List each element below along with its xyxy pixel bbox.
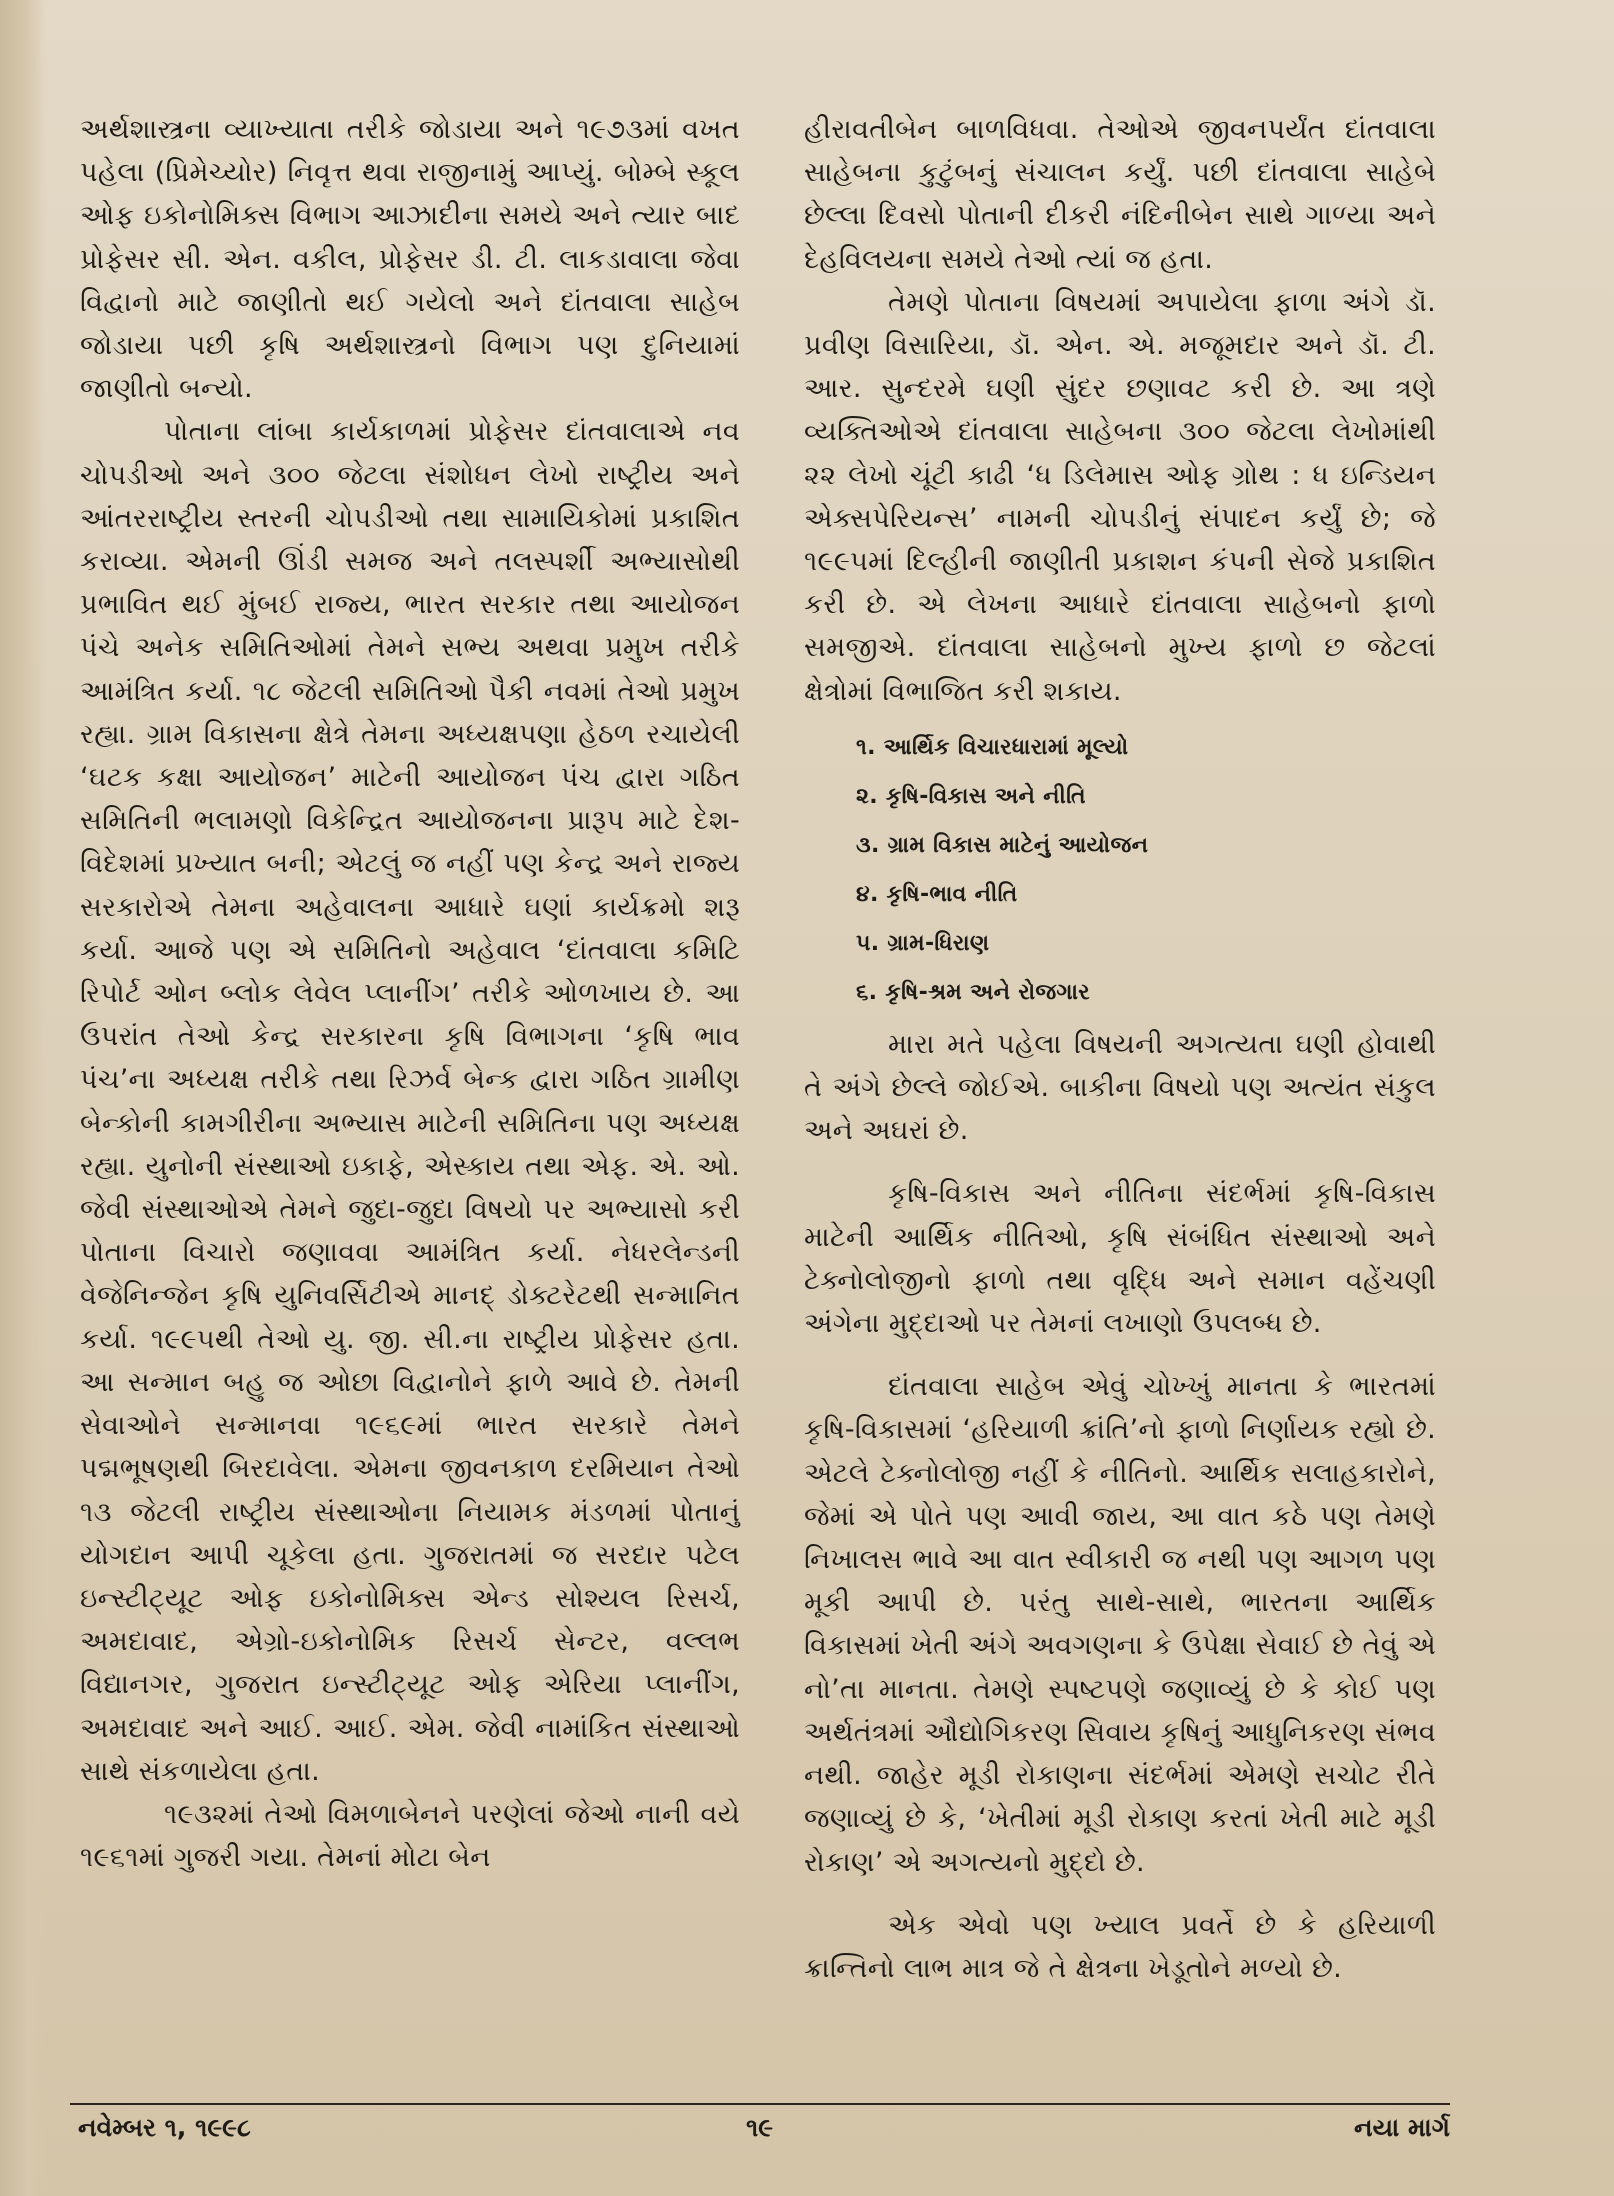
list-item: ૬. કૃષિ-શ્રમ અને રોજગાર (856, 979, 1090, 1005)
contribution-list (856, 723, 1436, 1017)
magazine-name: નયા માર્ગ (1354, 2113, 1450, 2142)
paragraph: દાંતવાલા સાહેબ એવું ચોખ્ખું માનતા કે ભારતમાં કૃષિ-વિકાસમાં ‘હરિયાળી ક્રાંતિ’નો ફાળો નિર્ણાયક રહ્યો છે. એટલે ટેક્નોલોજી નહીં કે નીતિનો. આર્થિક સલાહકારોને, જેમાં એ પોતે પણ આવી જાય, આ વાત કઠે પણ તેમણે નિખાલસ ભાવે આ વાત સ્વીકારી જ નથી પણ આગળ પણ મૂકી આપી છે. પરંતુ સાથે-સાથે, ભારતના આર્થિક વિકાસમાં ખેતી અંગે અવગણના કે ઉપેક્ષા સેવાઈ છે તેવું એ નો’તા માનતા. તેમણે સ્પષ્ટપણે જણાવ્યું છે કે કોઈ પણ અર્થતંત્રમાં ઔદ્યોગિકરણ સિવાય કૃષિનું આધુનિકરણ સંભવ નથી. જાહેર મૂડી રોકાણના સંદર્ભમાં એમણે સચોટ રીતે જણાવ્યું છે કે, ‘ખેતીમાં મૂડી રોકાણ કરતાં ખેતી માટે મૂડી રોકાણ’ એ અગત્યનો મુદ્દો છે. (804, 1371, 1436, 1878)
page-footer (70, 2103, 1450, 2145)
page-number: ૧૯ (746, 2113, 774, 2142)
paragraph: એક એવો પણ ખ્યાલ પ્રવર્તે છે કે હરિયાળી ક્રાન્તિનો લાભ માત્ર જે તે ક્ષેત્રના ખેડૂતોને મળ્યો છે. (804, 1909, 1436, 1984)
list-item: ૧. આર્થિક વિચારધારામાં મૂલ્યો (856, 734, 1129, 760)
paragraph: મારા મતે પહેલા વિષયની અગત્યતા ઘણી હોવાથી તે અંગે છેલ્લે જોઈએ. બાકીના વિષયો પણ અત્યંત સંકુલ અને અઘરાં છે. (804, 1028, 1436, 1147)
paragraph: કૃષિ-વિકાસ અને નીતિના સંદર્ભમાં કૃષિ-વિકાસ માટેની આર્થિક નીતિઓ, કૃષિ સંબંધિત સંસ્થાઓ અને ટેક્નોલોજીનો ફાળો તથા વૃદ્ધિ અને સમાન વહેંચણી અંગેના મુદ્દાઓ પર તેમનાં લખાણો ઉપલબ્ધ છે. (804, 1178, 1436, 1340)
left-column (80, 108, 740, 1879)
paragraph: હીરાવતીબેન બાળવિધવા. તેઓએ જીવનપર્યંત દાંતવાલા સાહેબના કુટુંબનું સંચાલન કર્યું. પછી દાંતવાલા સાહેબે છેલ્લા દિવસો પોતાની દીકરી નંદિનીબેન સાથે ગાળ્યા અને દેહવિલયના સમયે તેઓ ત્યાં જ હતા. (804, 114, 1436, 275)
issue-date: નવેમ્બર ૧, ૧૯૯૮ (78, 2113, 251, 2142)
paragraph: ૧૯૩૨માં તેઓ વિમળાબેનને પરણેલાં જેઓ નાની વયે ૧૯૬૧માં ગુજરી ગયા. તેમનાં મોટા બેન (80, 1798, 740, 1874)
list-item: ૪. કૃષિ-ભાવ નીતિ (856, 881, 1018, 907)
list-item: ૨. કૃષિ-વિકાસ અને નીતિ (856, 783, 1086, 809)
right-column (804, 108, 1436, 1990)
paragraph: તેમણે પોતાના વિષયમાં અપાયેલા ફાળા અંગે ડૉ. પ્રવીણ વિસારિયા, ડૉ. એન. એ. મજૂમદાર અને ડૉ. ટી. આર. સુન્દરમે ઘણી સુંદર છણાવટ કરી છે. આ ત્રણે વ્યક્તિઓએ દાંતવાલા સાહેબના ૩૦૦ જેટલા લેખોમાંથી ૨૨ લેખો ચૂંટી કાઢી ‘ધ ડિલેમાસ ઓફ ગ્રોથ : ધ ઇન્ડિયન એક્સપેરિયન્સ’ નામની ચોપડીનું સંપાદન કર્યું છે; જે ૧૯૯૫માં દિલ્હીની જાણીતી પ્રકાશન કંપની સેજે પ્રકાશિત કરી છે. એ લેખના આધારે દાંતવાલા સાહેબનો ફાળો સમજીએ. દાંતવાલા સાહેબનો મુખ્ય ફાળો છ જેટલાં ક્ષેત્રોમાં વિભાજિત કરી શકાય. (804, 286, 1436, 707)
list-item: ૫. ગ્રામ-ધિરાણ (856, 930, 990, 956)
list-item: ૩. ગ્રામ વિકાસ માટેનું આયોજન (856, 832, 1149, 858)
torn-page-edge (0, 0, 46, 2196)
paragraph: અર્થશાસ્ત્રના વ્યાખ્યાતા તરીકે જોડાયા અને ૧૯૭૩માં વખત પહેલા (પ્રિમેચ્યોર) નિવૃત્ત થવા રાજીનામું આપ્યું. બોમ્બે સ્કૂલ ઓફ ઇકોનોમિક્સ વિભાગ આઝાદીના સમયે અને ત્યાર બાદ પ્રોફેસર સી. એન. વકીલ, પ્રોફેસર ડી. ટી. લાકડાવાલા જેવા વિદ્વાનો માટે જાણીતો થઈ ગયેલો અને દાંતવાલા સાહેબ જોડાયા પછી કૃષિ અર્થશાસ્ત્રનો વિભાગ પણ દુનિયામાં જાણીતો બન્યો. (80, 114, 740, 405)
paragraph: પોતાના લાંબા કાર્યકાળમાં પ્રોફેસર દાંતવાલાએ નવ ચોપડીઓ અને ૩૦૦ જેટલા સંશોધન લેખો રાષ્ટ્રીય અને આંતરરાષ્ટ્રીય સ્તરની ચોપડીઓ તથા સામાયિકોમાં પ્રકાશિત કરાવ્યા. એમની ઊંડી સમજ અને તલસ્પર્શી અભ્યાસોથી પ્રભાવિત થઈ મુંબઈ રાજ્ય, ભારત સરકાર તથા આયોજન પંચે અનેક સમિતિઓમાં તેમને સભ્ય અથવા પ્રમુખ તરીકે આમંત્રિત કર્યા. ૧૮ જેટલી સમિતિઓ પૈકી નવમાં તેઓ પ્રમુખ રહ્યા. ગ્રામ વિકાસના ક્ષેત્રે તેમના અધ્યક્ષપણા હેઠળ રચાયેલી ‘ઘટક કક્ષા આયોજન’ માટેની આયોજન પંચ દ્વારા ગઠિત સમિતિની ભલામણો વિકેન્દ્રિત આયોજનના પ્રારૂપ માટે દેશ-વિદેશમાં પ્રખ્યાત બની; એટલું જ નહીં પણ કેન્દ્ર અને રાજ્ય સરકારોએ તેમના અહેવાલના આધારે ઘણાં કાર્યક્રમો શરૂ કર્યા. આજે પણ એ સમિતિનો અહેવાલ ‘દાંતવાલા કમિટિ રિપોર્ટ ઓન બ્લોક લેવેલ પ્લાનીંગ’ તરીકે ઓળખાય છે. આ ઉપરાંત તેઓ કેન્દ્ર સરકારના કૃષિ વિભાગના ‘કૃષિ ભાવ પંચ’ના અધ્યક્ષ તરીકે તથા રિઝર્વ બેન્ક દ્વારા ગઠિત ગ્રામીણ બેન્કોની કામગીરીના અભ્યાસ માટેની સમિતિના પણ અધ્યક્ષ રહ્યા. યુનોની સંસ્થાઓ ઇકાફે, એસ્કાય તથા એફ. એ. ઓ. જેવી સંસ્થાઓએ તેમને જુદા-જુદા વિષયો પર અભ્યાસો કરી પોતાના વિચારો જણાવવા આમંત્રિત કર્યા. નેધરલેન્ડની વેજેનિન્જેન કૃષિ યુનિવર્સિટીએ માનદ્ ડોક્ટરેટથી સન્માનિત કર્યા. ૧૯૯૫થી તેઓ યુ. જી. સી.ના રાષ્ટ્રીય પ્રોફેસર હતા. આ સન્માન બહુ જ ઓછા વિદ્વાનોને ફાળે આવે છે. તેમની સેવાઓને સન્માનવા ૧૯૬૯માં ભારત સરકારે તેમને પદ્મભૂષણથી બિરદાવેલા. એમના જીવનકાળ દરમિયાન તેઓ ૧૩ જેટલી રાષ્ટ્રીય સંસ્થાઓના નિયામક મંડળમાં પોતાનું યોગદાન આપી ચૂકેલા હતા. ગુજરાતમાં જ સરદાર પટેલ ઇન્સ્ટીટ્યૂટ ઓફ ઇકોનોમિક્સ એન્ડ સોશ્યલ રિસર્ચ, અમદાવાદ, એગ્રો-ઇકોનોમિક રિસર્ચ સેન્ટર, વલ્લભ વિદ્યાનગર, ગુજરાત ઇન્સ્ટીટ્યૂટ ઓફ એરિયા પ્લાનીંગ, અમદાવાદ અને આઈ. આઈ. એમ. જેવી નામાંકિત સંસ્થાઓ સાથે સંકળાયેલા હતા. (80, 416, 740, 1787)
